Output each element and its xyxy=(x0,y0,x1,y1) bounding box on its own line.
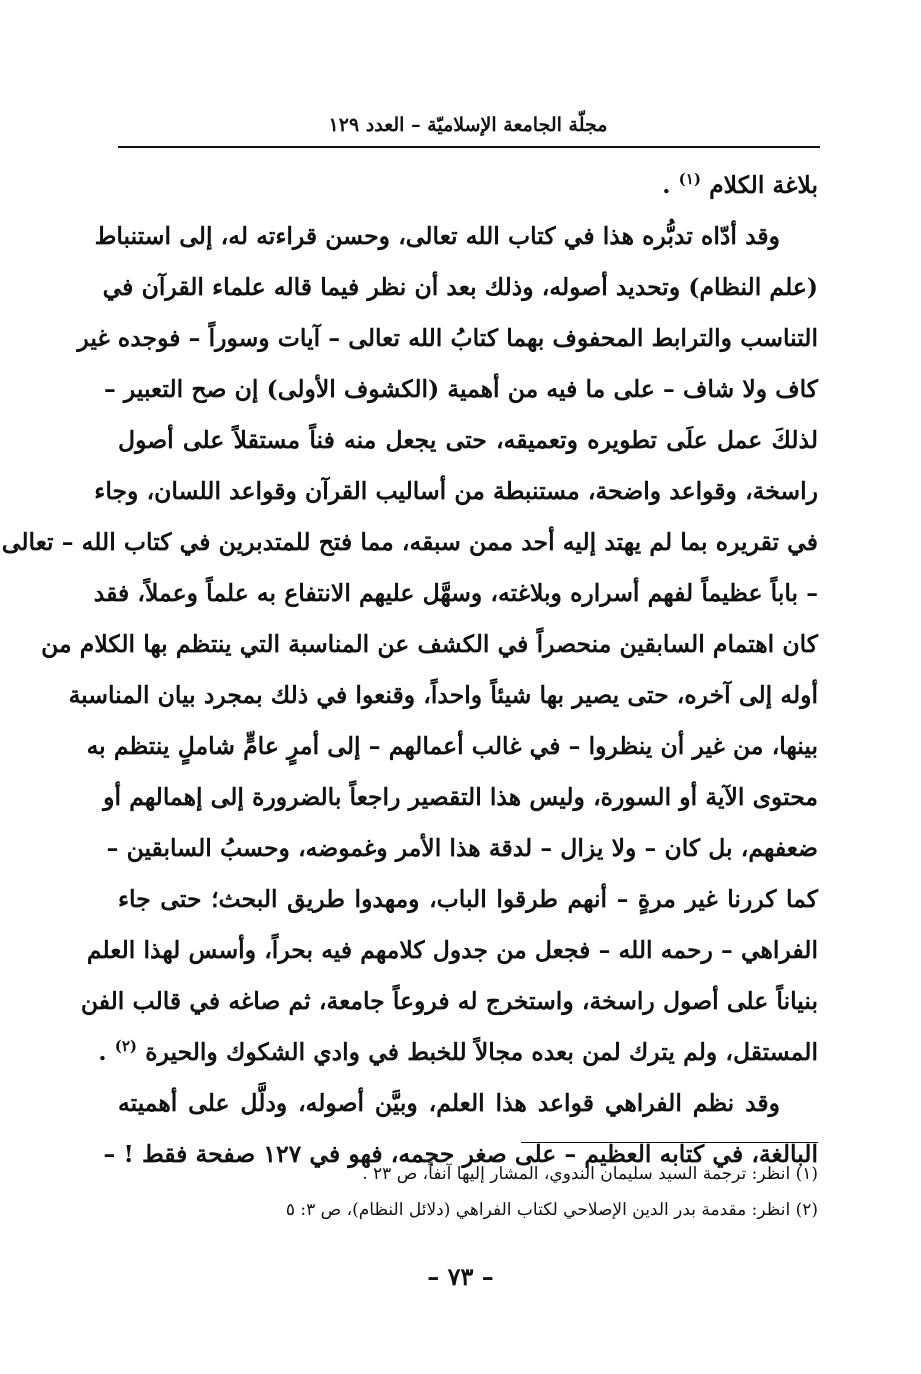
line-end-punct: . xyxy=(662,171,671,199)
body-line: – باباً عظيماً لفهم أسراره وبلاغته، وسهَّل عليهم الانتفاع به علماً وعملاً، فقد xyxy=(93,579,818,607)
body-line-text: المستقل، ولم يترك لمن بعده مجالاً للخبط في وادي الشكوك والحيرة xyxy=(145,1038,818,1066)
body-line: ضعفهم، بل كان – ولا يزال – لدقة هذا الأمر وغموضه، وحسبُ السابقين – xyxy=(106,834,818,862)
body-line: كما كررنا غير مرةٍ – أنهم طرقوا الباب، ومهدوا طريق البحث؛ حتى جاء xyxy=(118,885,818,913)
header-rule xyxy=(118,146,820,148)
line-end-punct: . xyxy=(98,1038,107,1066)
body-line xyxy=(118,160,818,211)
body-line: وقد أدّاه تدبُّره هذا في كتاب الله تعالى، وحسن قراءته له، إلى استنباط xyxy=(94,222,780,250)
page-number: – ٧٣ – xyxy=(427,1262,494,1291)
body-line: كان اهتمام السابقين منحصراً في الكشف عن المناسبة التي ينتظم بها الكلام من xyxy=(41,630,818,658)
footnote-ref[interactable]: (٢) xyxy=(114,1037,138,1056)
body-line: أوله إلى آخره، حتى يصير بها شيئاً واحداً، وقنعوا في ذلك بمجرد بيان المناسبة xyxy=(68,681,818,709)
body-line: كاف ولا شاف – على ما فيه من أهمية (الكشوف الأولى) إن صح التعبير – xyxy=(103,375,818,403)
body-line: (علم النظام) وتحديد أصوله، وذلك بعد أن نظر فيما قاله علماء القرآن في xyxy=(102,273,818,301)
body-line: الفراهي – رحمه الله – فجعل من جدول كلامهم فيه بحراً، وأسس لهذا العلم xyxy=(86,936,818,964)
footnote-rule xyxy=(521,1142,818,1143)
footnote-item: (١) انظر: ترجمة السيد سليمان الندوي، المشار إليها آنفاً، ص ٢٣ . xyxy=(362,1164,818,1184)
body-line xyxy=(98,1027,818,1078)
body-line: البالغة، في كتابه العظيم – على صغر حجمه، فهو في ١٢٧ صفحة فقط ! – xyxy=(103,1140,818,1168)
running-head: مجلّة الجامعة الإسلاميّة – العدد ١٢٩ xyxy=(328,114,608,136)
footnotes xyxy=(118,1156,818,1228)
article-body xyxy=(1,160,818,1180)
body-line: بنياناً على أصول راسخة، واستخرج له فروعاً جامعة، ثم صاغه في قالب الفن xyxy=(80,987,818,1015)
footnote-ref[interactable]: (١) xyxy=(678,170,701,189)
body-line: لذلكَ عمل علَى تطويره وتعميقه، حتى يجعل منه فناً مستقلاً على أصول xyxy=(118,426,818,454)
body-line: في تقريره بما لم يهتد إليه أحد ممن سبقه، مما فتح للمتدبرين في كتاب الله – تعالى xyxy=(1,528,818,556)
body-line: راسخة، وقواعد واضحة، مستنبطة من أساليب القرآن وقواعد اللسان، وجاء xyxy=(94,477,818,505)
body-line: محتوى الآية أو السورة، وليس هذا التقصير راجعاً بالضرورة إلى إهمالهم أو xyxy=(103,783,818,811)
body-line: بينها، من غير أن ينظروا – في غالب أعمالهم – إلى أمرٍ عامٍّ شاملٍ ينتظم به xyxy=(86,732,818,760)
footnote-item: (٢) انظر: مقدمة بدر الدين الإصلاحي لكتاب الفراهي (دلائل النظام)، ص ٣: ٥ xyxy=(285,1200,818,1220)
body-line: التناسب والترابط المحفوف بهما كتابُ الله تعالى – آيات وسوراً – فوجده غير xyxy=(77,324,818,352)
body-line-text: بلاغة الكلام xyxy=(709,171,818,199)
body-line: وقد نظم الفراهي قواعد هذا العلم، وبيَّن أصوله، ودلَّل على أهميته xyxy=(118,1089,780,1117)
